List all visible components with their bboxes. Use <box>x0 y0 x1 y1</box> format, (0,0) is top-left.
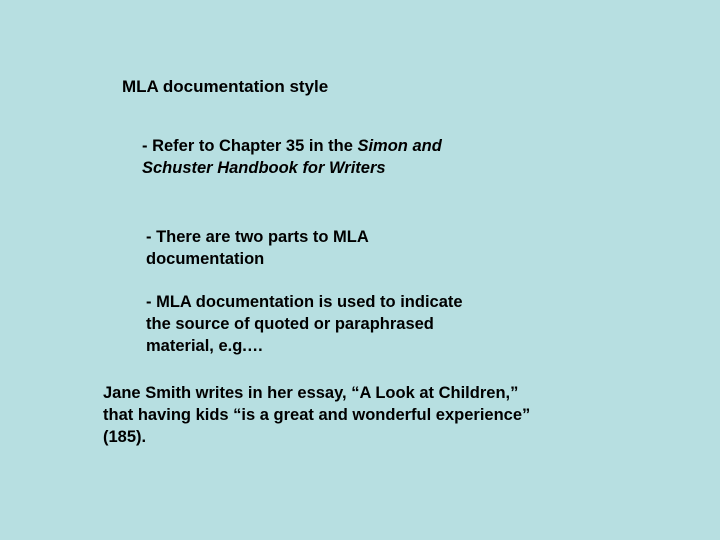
bullet-purpose: - MLA documentation is used to indicate the source of quoted or paraphrased material, e.g.… <box>146 293 463 355</box>
bullet-two-parts: - There are two parts to MLA documentation <box>146 228 369 268</box>
handbook-title: Simon and Schuster Handbook for Writers <box>142 137 442 177</box>
bullet-chapter-reference-text: - Refer to Chapter 35 in the <box>142 137 358 155</box>
slide-title: MLA documentation style <box>122 77 329 96</box>
citation-example: Jane Smith writes in her essay, “A Look at Children,” that having kids “is a great and wonderful experience” (185). <box>103 384 531 446</box>
bullet-chapter-reference <box>142 135 487 179</box>
